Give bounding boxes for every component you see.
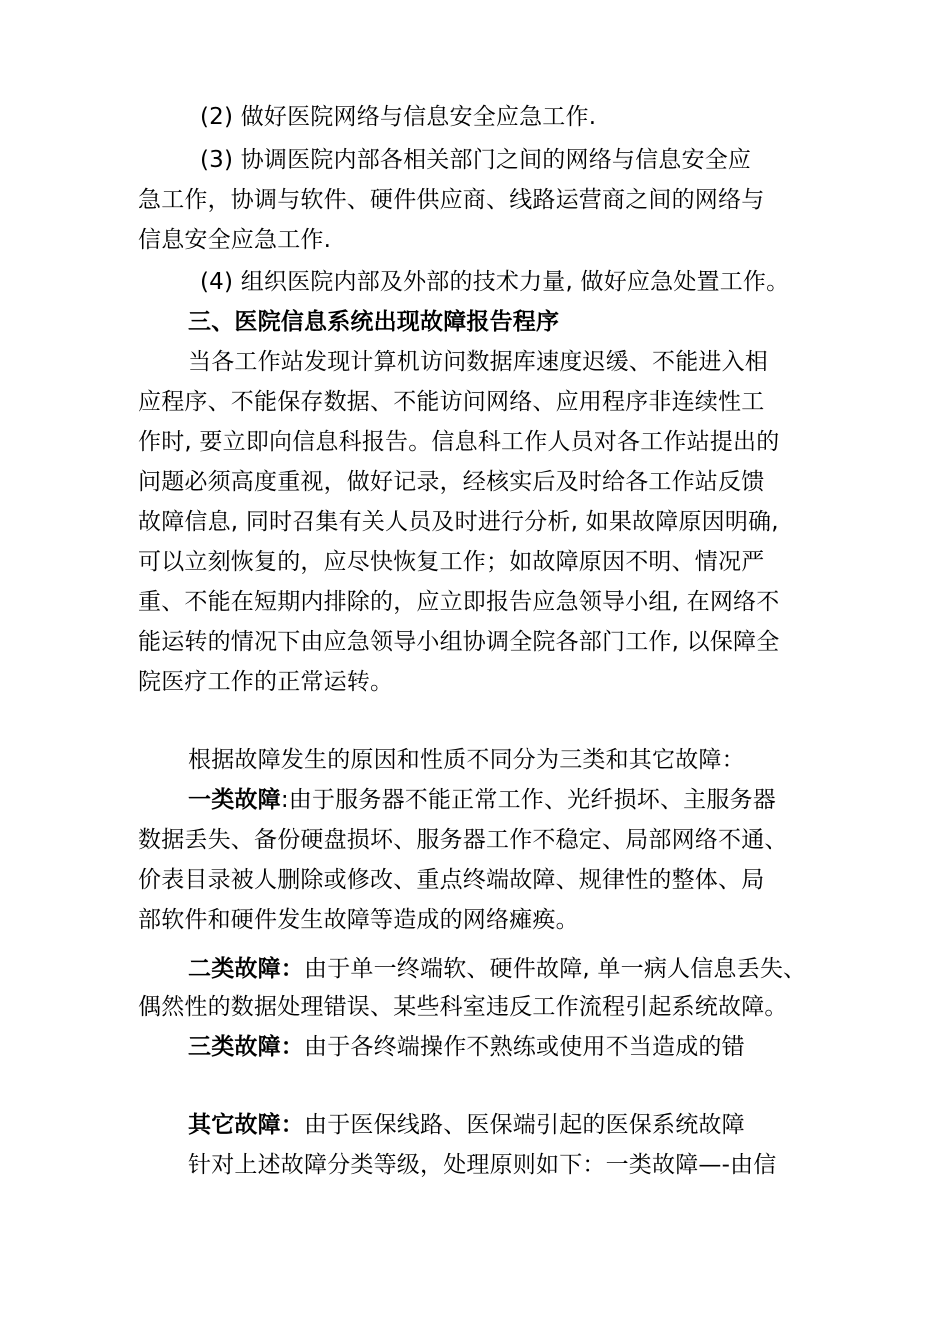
classification-intro: 根据故障发生的原因和性质不同分为三类和其它故障：: [188, 747, 745, 773]
class2-line-2: 偶然性的数据处理错误、某些科室违反工作流程引起系统故障。: [138, 994, 788, 1020]
item-3-line-2: 急工作，协调与软件、硬件供应商、线路运营商之间的网络与: [138, 187, 765, 213]
section-heading: 三、医院信息系统出现故障报告程序: [188, 309, 560, 335]
paragraph-line: 可以立刻恢复的，应尽快恢复工作；如故障原因不明、情况严: [138, 549, 765, 575]
paragraph-line: 作时, 要立即向信息科报告。信息科工作人员对各工作站提出的: [138, 429, 780, 455]
paragraph-line: 故障信息, 同时召集有关人员及时进行分析, 如果故障原因明确,: [138, 509, 779, 535]
class2-label: 二类故障：: [188, 956, 304, 982]
paragraph-line: 院医疗工作的正常运转。: [138, 669, 394, 695]
paragraph-line: 问题必须高度重视，做好记录，经核实后及时给各工作站反馈: [138, 469, 765, 495]
paragraph-line: 能运转的情况下由应急领导小组协调全院各部门工作, 以保障全: [138, 629, 780, 655]
other-line-1: [188, 1110, 745, 1140]
class1-line-3: 价表目录被人删除或修改、重点终端故障、规律性的整体、局: [138, 867, 765, 893]
class1-text: 由于服务器不能正常工作、光纤损坏、主服务器: [288, 787, 776, 813]
class1-line-1: [188, 785, 776, 815]
item-3-line-1: (3) 协调医院内部各相关部门之间的网络与信息安全应: [200, 147, 752, 173]
item-2: (2) 做好医院网络与信息安全应急工作.: [200, 104, 597, 130]
paragraph-line: 重、不能在短期内排除的，应立即报告应急领导小组, 在网络不: [138, 589, 780, 615]
class2-line-1: [188, 954, 806, 984]
item-4: (4) 组织医院内部及外部的技术力量, 做好应急处置工作。: [200, 269, 790, 295]
other-label: 其它故障：: [188, 1112, 304, 1138]
class1-label: 一类故障: [188, 787, 281, 813]
paragraph-line: 应程序、不能保存数据、不能访问网络、应用程序非连续性工: [138, 389, 765, 415]
class1-line-2: 数据丢失、备份硬盘损坏、服务器工作不稳定、局部网络不通、: [138, 827, 788, 853]
class3-text: 由于各终端操作不熟练或使用不当造成的错: [304, 1034, 745, 1060]
class3-line-1: [188, 1032, 745, 1062]
class1-line-4: 部软件和硬件发生故障等造成的网络瘫痪。: [138, 907, 579, 933]
paragraph-line: 当各工作站发现计算机访问数据库速度迟缓、不能进入相: [188, 349, 768, 375]
class3-label: 三类故障：: [188, 1034, 304, 1060]
class2-text: 由于单一终端软、硬件故障, 单一病人信息丢失、: [304, 956, 807, 982]
item-3-line-3: 信息安全应急工作.: [138, 227, 332, 253]
principles-line: 针对上述故障分类等级，处理原则如下：一类故障—-由信: [188, 1152, 777, 1178]
other-text: 由于医保线路、医保端引起的医保系统故障: [304, 1112, 745, 1138]
class1-separator: :: [280, 787, 289, 813]
